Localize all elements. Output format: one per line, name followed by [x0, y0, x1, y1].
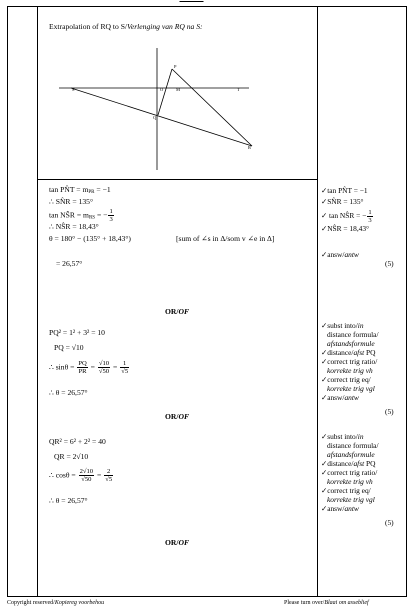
- footer-turn-over: Please turn over/Blaai om asseblief: [284, 600, 369, 606]
- or-separator-2: OR/OF: [165, 412, 190, 421]
- extrapolation-heading: Extrapolation of RQ to S/Verlenging van RQ na S:: [49, 22, 203, 31]
- point-label-t: T: [237, 87, 240, 92]
- method1-line5: θ = 180° − (135° + 18,43°): [49, 234, 131, 243]
- method1-line1: tan PN̂T = $m_{PR} = -1$: [49, 185, 111, 195]
- method1-line2: ∴ SN̂R = 135°: [49, 197, 94, 206]
- line-p-q: [158, 69, 172, 115]
- graph-bottom-rule: [37, 179, 317, 180]
- method1-line4: ∴ NŜR = 18,43°: [49, 222, 99, 231]
- method1-check5: ✓answ/antw: [321, 250, 359, 259]
- method3-line2: QR = 2√10: [54, 452, 89, 461]
- point-label-p: P: [174, 64, 177, 69]
- method3-marks: (5): [385, 518, 394, 527]
- header-fragment-right: [180, 0, 204, 2]
- memo-table: Extrapolation of RQ to S/Verlenging van RQ na S: P Q R S T M O tan PN̂T = $m_{PR} = -1$ ∴ SN̂R = 135° tan NŜR = $m_{RS}$ = − $\frac{1}{3}$ ∴ NŜR = 18,43° θ = 180° − (135° + 18,43°) [sum of ∠s in Δ/som v ∠e in Δ] = 26,57° ✓tan PN̂T = −1 ✓SN̂R = 135° ✓ tan NŜR = − $\frac{1}{3}$ ✓NŜR = 18,43° ✓answ/antw (5) OR/OF PQ² = 1² + 3² = 10 PQ = √10 ∴ sinθ = $\frac{PQ}{PR}$ = $\frac{√10}{√50}$ = $\frac{1}{√5}$ ∴ θ = 26,57° ✓subst into/in distance formula/ afstandsformule ✓distance/afst PQ ✓correct trig ratio/ korrekte trig vh ✓correct trig eq/ korrekte trig vgl ✓answ/antw (5) OR/OF QR² = 6² + 2² = 40 QR = 2√10 ∴ cosθ = $\frac{2√10}{√50}$ = $\frac{2}{√5}$ ∴ θ = 26,57° ✓subst into/in distance formula/ afstandsformule ✓distance/afst PQ ✓correct trig ratio/ korrekte trig vh ✓correct trig eq/ korrekte trig vgl ✓answ/antw (5) OR/OF: [7, 6, 407, 597]
- method1-reason: [sum of ∠s in Δ/som v ∠e in Δ]: [176, 234, 275, 243]
- method3-line1: QR² = 6² + 2² = 40: [49, 437, 106, 446]
- method2-line2: PQ = √10: [54, 343, 84, 352]
- method2-line4: ∴ θ = 26,57°: [49, 388, 88, 397]
- method1-marks: (5): [385, 259, 394, 268]
- line-s-r: [71, 88, 252, 146]
- point-label-s: S: [72, 87, 75, 92]
- method2-line1: PQ² = 1² + 3² = 10: [49, 328, 105, 337]
- method1-check4: ✓NŜR = 18,43°: [321, 224, 370, 233]
- line-p-r: [172, 69, 252, 146]
- or-separator-1: OR/OF: [165, 307, 190, 316]
- method2-line3: ∴ sinθ = $\frac{PQ}{PR}$ = $\frac{√10}{√50}$ = $\frac{1}{√5}$: [49, 360, 129, 375]
- header-fragment-left: [172, 0, 178, 2]
- point-label-m: M: [176, 87, 181, 92]
- method1-answer: = 26,57°: [56, 259, 83, 268]
- method1-check1: ✓tan PN̂T = −1: [321, 186, 368, 195]
- or-separator-3: OR/OF: [165, 538, 190, 547]
- point-label-o: O: [160, 87, 164, 92]
- method3-line3: ∴ cosθ = $\frac{2√10}{√50}$ = $\frac{2}{√5}$: [49, 468, 113, 483]
- method3-line4: ∴ θ = 26,57°: [49, 496, 88, 505]
- point-label-r: R: [248, 145, 252, 150]
- footer-copyright: Copyright reserved/Kopiereg voorbehou: [7, 600, 105, 606]
- column-divider-left: [37, 7, 38, 596]
- point-label-q: Q: [153, 115, 157, 120]
- coordinate-graph: [59, 46, 259, 171]
- method1-check3: ✓ tan NŜR = − $\frac{1}{3}$: [321, 209, 372, 224]
- method1-check2: ✓SN̂R = 135°: [321, 197, 364, 206]
- column-divider-right: [317, 7, 318, 596]
- method2-marks: (5): [385, 407, 394, 416]
- method1-line3: tan NŜR = $m_{RS}$ = − $\frac{1}{3}$: [49, 208, 113, 223]
